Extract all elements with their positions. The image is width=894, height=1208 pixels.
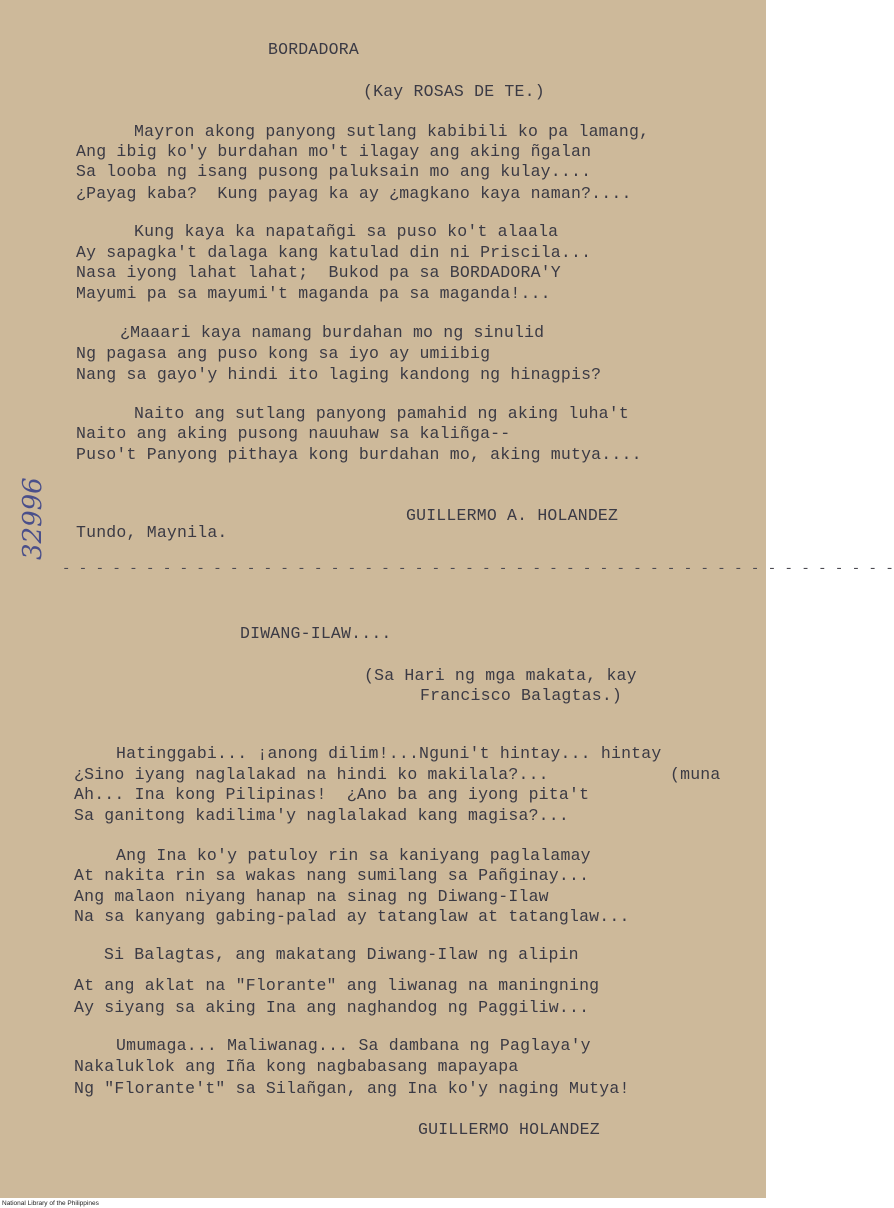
poem-line: At ang aklat na "Florante" ang liwanag na maningning bbox=[74, 976, 600, 995]
poem-line: Nang sa gayo'y hindi ito laging kandong ng hinagpis? bbox=[76, 365, 602, 384]
poem-line: Naito ang aking pusong nauuhaw sa kaliñga-- bbox=[76, 424, 511, 443]
poem-author: GUILLERMO A. HOLANDEZ bbox=[406, 506, 619, 525]
poem-line: Ah... Ina kong Pilipinas! ¿Ano ba ang iyong pita't bbox=[74, 785, 590, 804]
poem-dedication: (Sa Hari ng mga makata, kay bbox=[364, 666, 637, 685]
poem-line: Hatinggabi... ¡anong dilim!...Nguni't hintay... hintay bbox=[116, 744, 662, 763]
poem-line: Ng pagasa ang puso kong sa iyo ay umiibig bbox=[76, 344, 491, 363]
poem-line: Naito ang sutlang panyong pamahid ng aking luha't bbox=[134, 404, 629, 423]
poem-title: BORDADORA bbox=[268, 40, 359, 59]
poem-line-continuation: (muna bbox=[670, 765, 721, 784]
poem-dedication: (Kay ROSAS DE TE.) bbox=[363, 82, 545, 101]
poem-line: Sa ganitong kadilima'y naglalakad kang magisa?... bbox=[74, 806, 569, 825]
poem-title: DIWANG-ILAW.... bbox=[240, 624, 392, 643]
poem-line: Mayron akong panyong sutlang kabibili ko pa lamang, bbox=[134, 122, 650, 141]
poem-line: Sa looba ng isang pusong paluksain mo ang kulay.... bbox=[76, 162, 592, 181]
poem-line: Ang malaon niyang hanap na sinag ng Diwang-Ilaw bbox=[74, 887, 549, 906]
poem-author: GUILLERMO HOLANDEZ bbox=[418, 1120, 600, 1139]
library-credit: National Library of the Philippines bbox=[2, 1200, 99, 1207]
poem-line: Na sa kanyang gabing-palad ay tatanglaw at tatanglaw... bbox=[74, 907, 630, 926]
poem-line: At nakita rin sa wakas nang sumilang sa Pañginay... bbox=[74, 866, 590, 885]
poem-line: ¿Maaari kaya namang burdahan mo ng sinulid bbox=[120, 323, 545, 342]
poem-line: Ay siyang sa aking Ina ang naghandog ng Paggiliw... bbox=[74, 998, 590, 1017]
handwritten-accession-number: 32996 bbox=[18, 477, 48, 560]
poem-line: Umumaga... Maliwanag... Sa dambana ng Paglaya'y bbox=[116, 1036, 591, 1055]
poem-line: Ang Ina ko'y patuloy rin sa kaniyang paglalamay bbox=[116, 846, 591, 865]
poem-line: ¿Payag kaba? Kung payag ka ay ¿magkano kaya naman?.... bbox=[76, 184, 632, 203]
poem-line: Kung kaya ka napatañgi sa puso ko't alaala bbox=[134, 222, 559, 241]
poem-line: ¿Sino iyang naglalakad na hindi ko makilala?... bbox=[74, 765, 549, 784]
poem-line: Ang ibig ko'y burdahan mo't ilagay ang aking ñgalan bbox=[76, 142, 592, 161]
section-divider: - - - - - - - - - - - - - - - - - - - - - - - - - - - - - - - - - - - - - - - - - - - - - - - - - - bbox=[62, 561, 894, 577]
poem-line: Ay sapagka't dalaga kang katulad din ni Priscila... bbox=[76, 243, 592, 262]
poem-line: Puso't Panyong pithaya kong burdahan mo, aking mutya.... bbox=[76, 445, 642, 464]
poem-line: Nakaluklok ang Iña kong nagbabasang mapayapa bbox=[74, 1057, 519, 1076]
poem-line: Ng "Florante't" sa Silañgan, ang Ina ko'y naging Mutya! bbox=[74, 1079, 630, 1098]
poem-line: Si Balagtas, ang makatang Diwang-Ilaw ng alipin bbox=[104, 945, 579, 964]
poem-line: Nasa iyong lahat lahat; Bukod pa sa BORDADORA'Y bbox=[76, 263, 561, 282]
poem-line: Mayumi pa sa mayumi't maganda pa sa maganda!... bbox=[76, 284, 551, 303]
poem-dedication: Francisco Balagtas.) bbox=[420, 686, 623, 705]
poem-place: Tundo, Maynila. bbox=[76, 523, 228, 542]
